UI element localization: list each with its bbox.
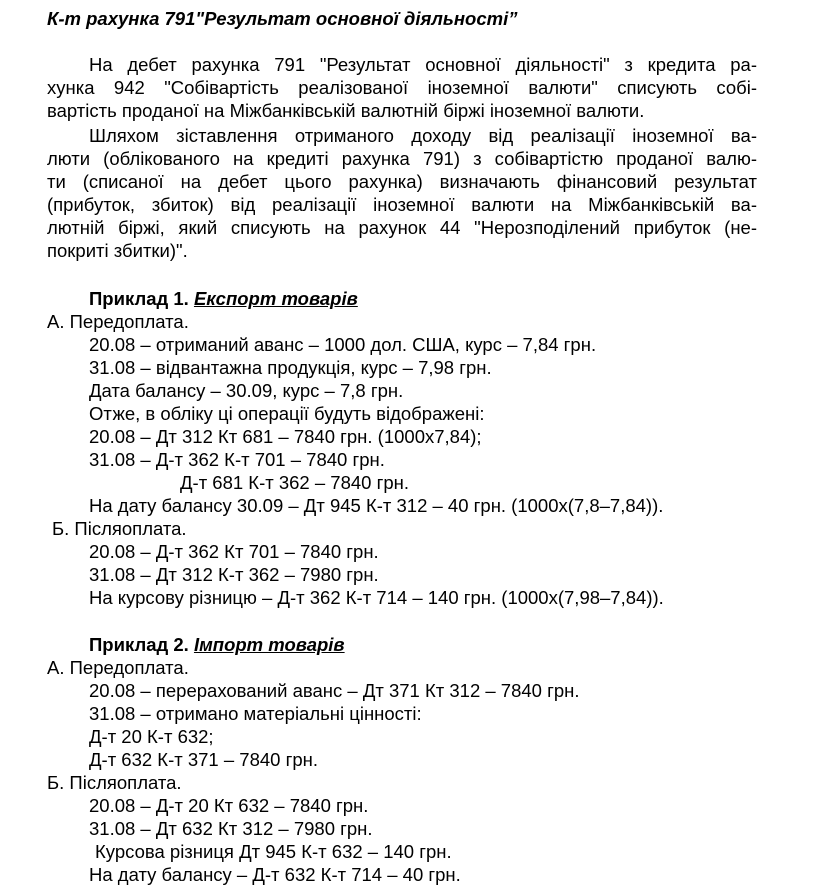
example1-a-line: Отже, в обліку ці операції будуть відображені:	[89, 403, 485, 424]
example1-subject: Експорт товарів	[193, 288, 358, 309]
example1-b-line: 20.08 – Д-т 362 Кт 701 – 7840 грн.	[89, 541, 379, 562]
example1-a-line: 31.08 – відвантажна продукція, курс – 7,98 грн.	[89, 357, 492, 378]
example2-heading	[89, 634, 345, 656]
paragraph2-line: (прибуток, збиток) від реалізації іноземної валюти на Міжбанківській ва-	[47, 194, 757, 215]
paragraph2-line: люти (облікованого на кредиті рахунка 791) з собівартістю проданої валю-	[47, 148, 757, 169]
paragraph2-line: Шляхом зіставлення отриманого доходу від реалізації іноземної ва-	[89, 125, 757, 146]
paragraph1-line: вартість проданої на Міжбанківській валютній біржі іноземної валюти.	[47, 100, 645, 121]
example1-b-line: 31.08 – Дт 312 К-т 362 – 7980 грн.	[89, 564, 379, 585]
example1-b-title: Б. Післяоплата.	[52, 518, 187, 539]
example2-b-line: 20.08 – Д-т 20 Кт 632 – 7840 грн.	[89, 795, 369, 816]
example2-label: Приклад 2.	[89, 634, 189, 655]
paragraph1-line: На дебет рахунка 791 "Результат основної діяльності" з кредита ра-	[89, 54, 757, 75]
example2-a-line: Д-т 20 К-т 632;	[89, 726, 214, 747]
example2-b-line: 31.08 – Дт 632 Кт 312 – 7980 грн.	[89, 818, 373, 839]
paragraph2-line: ти (списаної на дебет цього рахунка) визначають фінансовий результат	[47, 171, 757, 192]
example1-a-title: А. Передоплата.	[47, 311, 189, 332]
example1-heading	[89, 288, 358, 310]
example1-a-line: Д-т 681 К-т 362 – 7840 грн.	[180, 472, 409, 493]
example2-subject: Імпорт товарів	[193, 634, 345, 655]
paragraph2-line: покриті збитки)".	[47, 240, 188, 261]
example1-a-line: 20.08 – Дт 312 Кт 681 – 7840 грн. (1000х7,84);	[89, 426, 482, 447]
example2-b-line: Курсова різниця Дт 945 К-т 632 – 140 грн.	[95, 841, 452, 862]
example1-a-line: Дата балансу – 30.09, курс – 7,8 грн.	[89, 380, 404, 401]
example2-a-title: А. Передоплата.	[47, 657, 189, 678]
example1-label: Приклад 1.	[89, 288, 189, 309]
example2-a-line: 31.08 – отримано матеріальні цінності:	[89, 703, 422, 724]
example2-b-line: На дату балансу – Д-т 632 К-т 714 – 40 грн.	[89, 864, 461, 885]
page-title: К-т рахунка 791"Результат основної діяльності”	[47, 8, 518, 29]
example2-a-line: Д-т 632 К-т 371 – 7840 грн.	[89, 749, 318, 770]
example1-a-line: На дату балансу 30.09 – Дт 945 К-т 312 – 40 грн. (1000х(7,8–7,84)).	[89, 495, 664, 516]
paragraph2-line: лютній біржі, який списують на рахунок 44 "Нерозподілений прибуток (не-	[47, 217, 757, 238]
example2-a-line: 20.08 – перерахований аванс – Дт 371 Кт 312 – 7840 грн.	[89, 680, 580, 701]
example1-b-line: На курсову різницю – Д-т 362 К-т 714 – 140 грн. (1000х(7,98–7,84)).	[89, 587, 664, 608]
example1-a-line: 31.08 – Д-т 362 К-т 701 – 7840 грн.	[89, 449, 385, 470]
example2-b-title: Б. Післяоплата.	[47, 772, 182, 793]
example1-a-line: 20.08 – отриманий аванс – 1000 дол. США, курс – 7,84 грн.	[89, 334, 597, 355]
paragraph1-line: хунка 942 "Собівартість реалізованої іноземної валюти" списують собі-	[47, 77, 757, 98]
